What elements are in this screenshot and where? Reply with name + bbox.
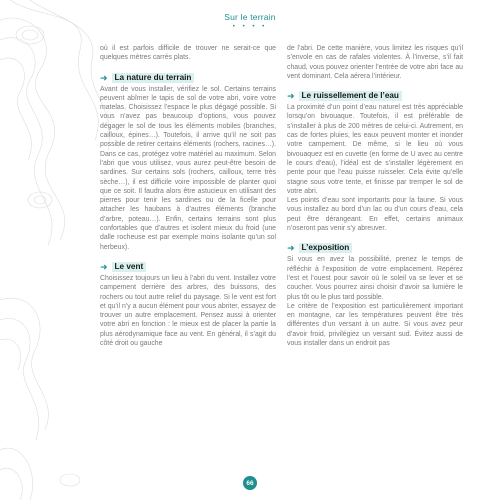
paragraph-ruissellement-faune: Les points d’eau sont importants pour la faune. Si vous vous installez au bord d’un lac ou d’un cours d’eau, cela peut être dérangeant. En effet, certains animaux n’oseront pas venir s’y abreuver. xyxy=(287,197,463,233)
page-number-badge: 66 xyxy=(243,476,257,490)
right-column xyxy=(287,44,463,348)
header-dots-ornament: • • • • xyxy=(232,24,268,30)
arrow-right-icon: ➜ xyxy=(287,243,295,254)
paragraph-exposition: Si vous en avez la possibilité, prenez le temps de réfléchir à l’exposition de votre emplacement. Repérez l’est et l’ouest pour savoir où le soleil va se lever et se coucher. Vous pourrez ainsi choisir d’avoir sa lumière le plus tôt ou le plus tard possible. xyxy=(287,256,463,301)
section-title: La nature du terrain xyxy=(112,73,195,83)
header-title: Sur le terrain xyxy=(224,12,276,22)
section-heading-vent xyxy=(100,262,276,272)
arrow-right-icon: ➜ xyxy=(100,72,108,83)
paragraph-intro-left: où il est parfois difficile de trouver ne serait-ce que quelques mètres carrés plats. xyxy=(100,45,276,62)
section-title: L’exposition xyxy=(299,243,353,253)
section-title: Le ruissellement de l’eau xyxy=(299,91,402,101)
section-heading-terrain xyxy=(100,73,276,83)
running-header xyxy=(0,12,500,30)
paragraph-terrain: Avant de vous installer, vérifiez le sol. Certains terrains peuvent abîmer le tapis de sol de votre abri, voire votre matelas. Choisissez l’espace le plus dégagé possible. Si vous n’avez pas beaucoup d’options, vous pouvez dégager le sol de tous les éléments mobiles (branches, cailloux, épines…). Toutefois, il arrive qu’il ne soit pas possible de retirer certains éléments (rochers, racines…). Dans ce cas, protégez votre matériel au maximum. Selon l’abri que vous utilisez, vous aurez peut-être besoin de sardines. Sur certains sols (rochers, cailloux, terre très sèche…), il est difficile voire impossible de planter quoi que ce soit. Il faudra alors être astucieux en utilisant des pierres pour tenir les sardines ou de la ficelle pour attacher les haubans à d’autres éléments (branche d’arbre, poteau…). Enfin, certains terrains sont plus confortables que d’autres et isolent mieux du froid (une dalle rocheuse est par exemple moins isolante qu’un sol herbeux). xyxy=(100,85,276,251)
paragraph-exposition-montagne: Le critère de l’exposition est particulièrement important en montagne, car les températures peuvent être très différentes d’un versant à un autre. Si vous avez peur d’avoir froid, privilégiez un versant sud. Évitez aussi de vous installer dans un endroit pas xyxy=(287,302,463,348)
section-heading-ruissellement xyxy=(287,91,463,101)
paragraph-vent: Choisissez toujours un lieu à l’abri du vent. Installez votre campement derrière des arbres, des buissons, des rochers ou tout autre relief du paysage. Si le vent est fort et qu’il n’y a aucun élément pour vous abriter, essayez de trouver un autre emplacement. Pensez aussi à orienter votre abri en fonction : le mieux est de placer la partie la plus aérodynamique face au vent. En général, il s’agit du côté droit ou gauche xyxy=(100,274,276,348)
paragraph-ruissellement: La proximité d’un point d’eau naturel est très appréciable lorsqu’on bivouaque. Toutefois, il est préférable de s’installer à plus de 200 mètres de celui-ci. Autrement, en cas de fortes pluies, les eaux peuvent monter et inonder votre campement. De même, si le lieu où vous bivouaquez est en cuvette (en forme de U avec au centre le cours d’eau), l’idéal est de s’installer légèrement en pente pour que l’eau puisse ruisseler. Cela évite qu’elle stagne sous votre tente, et finisse par tremper le sol de votre abri. xyxy=(287,104,463,195)
arrow-right-icon: ➜ xyxy=(100,261,108,272)
section-title: Le vent xyxy=(112,262,147,272)
left-column xyxy=(100,44,276,348)
paragraph-intro-right: de l’abri. De cette manière, vous limitez les risques qu’il s’envole en cas de rafales violentes. À l’inverse, s’il fait chaud, vous pouvez orienter l’entrée de votre abri face au vent dominant. Cela aérera l’intérieur. xyxy=(287,45,463,80)
arrow-right-icon: ➜ xyxy=(287,91,295,102)
section-heading-exposition xyxy=(287,243,463,253)
